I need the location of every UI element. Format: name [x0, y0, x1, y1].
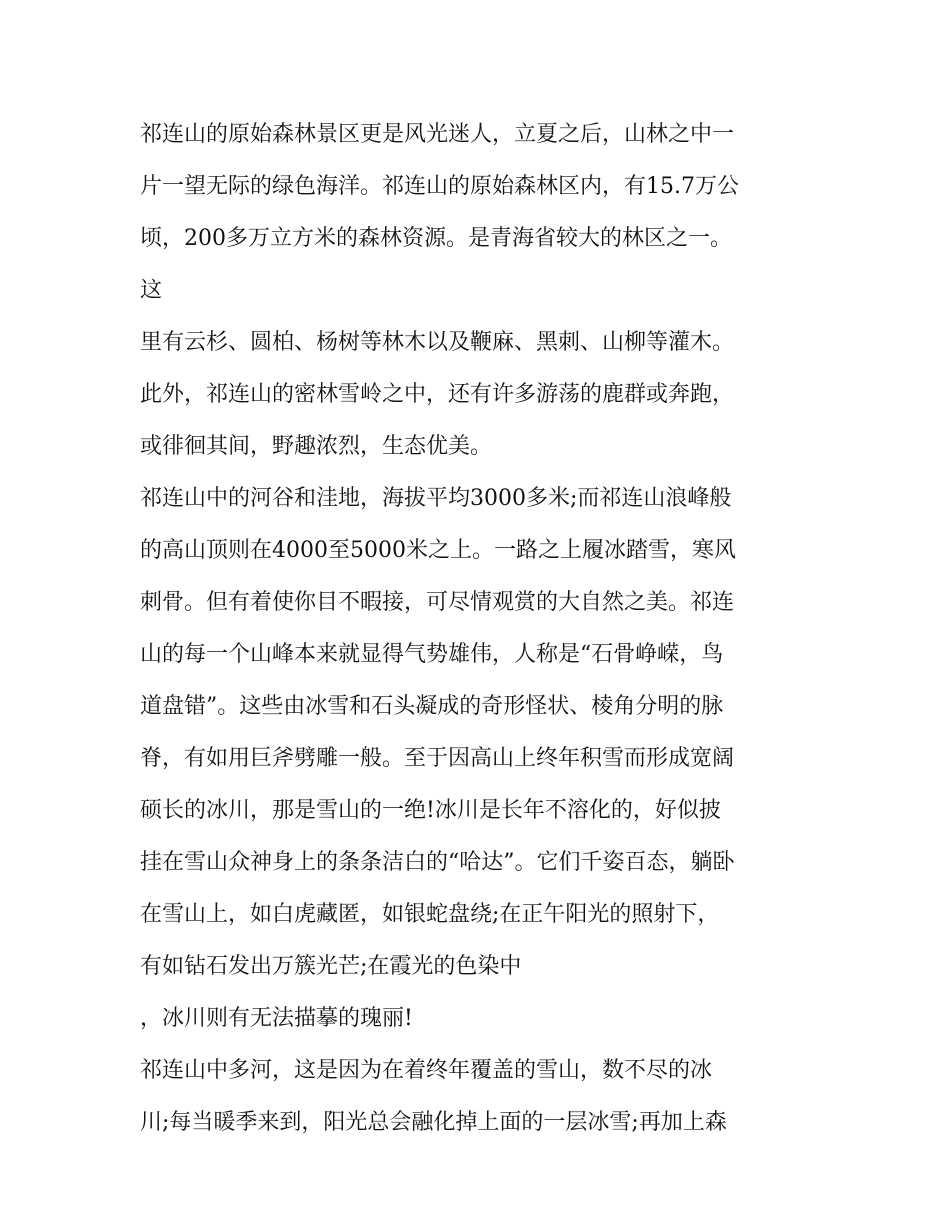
text-line: 祁连山的原始森林景区更是风光迷人，立夏之后，山林之中一	[140, 122, 735, 147]
text-line: 片一望无际的绿色海洋。祁连山的原始森林区内，有15.7万公	[140, 174, 739, 199]
document-body	[140, 109, 840, 1149]
text-line: 祁连山中多河，这是因为在着终年覆盖的雪山，数不尽的冰	[140, 1058, 713, 1083]
text-line: 在雪山上，如白虎藏匿，如银蛇盘绕;在正午阳光的照射下，	[140, 902, 720, 927]
text-line: 此外，祁连山的密林雪岭之中，还有许多游荡的鹿群或奔跑，	[140, 382, 735, 407]
text-line: 祁连山中的河谷和洼地，海拔平均3000多米;而祁连山浪峰般	[140, 486, 732, 511]
text-line: 有如钻石发出万簇光芒;在霞光的色染中	[140, 954, 522, 979]
text-line: 川;每当暖季来到，阳光总会融化掉上面的一层冰雪;再加上森	[140, 1110, 727, 1135]
text-line: 脊，有如用巨斧劈雕一般。至于因高山上终年积雪而形成宽阔	[140, 746, 735, 771]
text-line: 挂在雪山众神身上的条条洁白的“哈达”。它们千姿百态，躺卧	[140, 850, 735, 875]
text-line: 硕长的冰川，那是雪山的一绝!冰川是长年不溶化的，好似披	[140, 798, 721, 823]
text-line: 顷，200多万立方米的森林资源。是青海省较大的林区之一。	[140, 226, 732, 251]
text-line: 这	[140, 278, 163, 303]
text-line: 山的每一个山峰本来就显得气势雄伟，人称是“石骨峥嵘，鸟	[140, 642, 724, 667]
text-line: 的高山顶则在4000至5000米之上。一路之上履冰踏雪，寒风	[140, 538, 736, 563]
text-line: ，冰川则有无法描摹的瑰丽!	[140, 1006, 413, 1031]
text-line: 里有云杉、圆柏、杨树等林木以及鞭麻、黑刺、山柳等灌木。	[140, 330, 735, 355]
text-line: 刺骨。但有着使你目不暇接，可尽情观赏的大自然之美。祁连	[140, 590, 735, 615]
text-line: 道盘错”。这些由冰雪和石头凝成的奇形怪状、棱角分明的脉	[140, 694, 724, 719]
text-line: 或徘徊其间，野趣浓烈，生态优美。	[140, 434, 493, 459]
